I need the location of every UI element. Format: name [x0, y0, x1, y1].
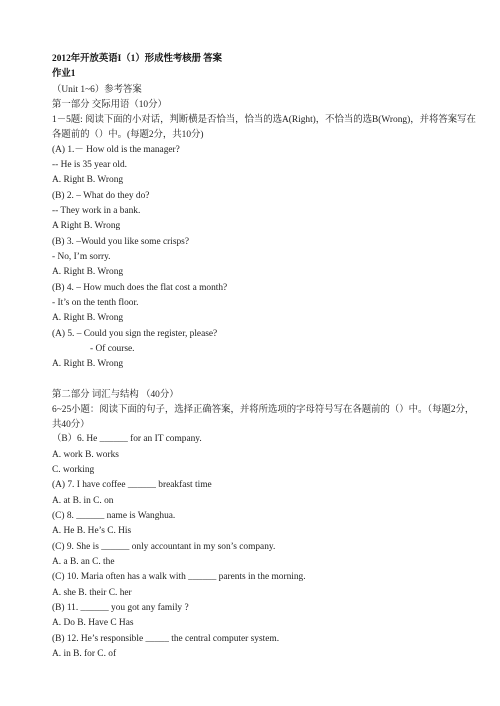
unit-reference: （Unit 1~6）参考答案	[52, 84, 142, 95]
part2-line: A. Do B. Have C Has	[52, 618, 134, 629]
document-page	[52, 52, 482, 662]
part1-line: - No, I’m sorry.	[52, 251, 111, 262]
part2-line: A. He B. He’s C. His	[52, 526, 132, 537]
part1-line: (B) 3. –Would you like some crisps?	[52, 236, 189, 247]
part2-line: (A) 7. I have coffee ______ breakfast time	[52, 480, 212, 491]
part1-line: -- He is 35 year old.	[52, 159, 127, 170]
part2-instruction: 6~25小题：阅读下面的句子，选择正确答案，并将所选项的字母符号写在各题前的（）中。（每题2分，共40分）	[52, 405, 475, 430]
part1-line: -- They work in a bank.	[52, 205, 141, 216]
part1-line: A. Right B. Wrong	[52, 359, 124, 370]
part1-line: A Right B. Wrong	[52, 221, 121, 232]
part2-line: A. in B. for C. of	[52, 649, 117, 660]
part2-line: A. a B. an C. the	[52, 557, 115, 567]
part1-line: (B) 2. – What do they do?	[52, 190, 150, 201]
part2-line: A. she B. their C. her	[52, 587, 132, 598]
part1-line: - It’s on the tenth floor.	[52, 298, 139, 308]
part2-line: (C) 8. ______ name is Wanghua.	[52, 510, 176, 521]
part1-line: A. Right B. Wrong	[52, 313, 124, 324]
part2-line: (B) 12. He’s responsible _____ the central computer system.	[52, 633, 280, 644]
part1-line: (B) 4. – How much does the flat cost a month?	[52, 282, 228, 293]
part2-heading: 第二部分 词汇与结构 （40分）	[52, 389, 179, 400]
part1-line: A. Right B. Wrong	[52, 267, 124, 278]
part2-line: (B) 11. ______ you got any family ?	[52, 603, 189, 614]
part1-heading: 第一部分 交际用语（10分）	[52, 100, 167, 111]
part1-line: (A) 5. – Could you sign the register, please?	[52, 328, 218, 339]
document-title: 2012年开放英语I（1）形成性考核册 答案	[52, 54, 223, 64]
part1-line: - Of course.	[90, 344, 135, 355]
part2-line: A. work B. works	[52, 449, 119, 460]
part1-line: (A) 1.－ How old is the manager?	[52, 144, 180, 155]
part1-instruction: 1－5题: 阅读下面的小对话，判断横是否恰当，恰当的选A(Right)，不恰当的选B(Wrong)，并将答案写在各题前的（）中。(每题2分，共10分)	[52, 115, 476, 140]
part2-line: (C) 9. She is ______ only accountant in my son’s company.	[52, 541, 276, 552]
part2-line: （B）6. He ______ for an IT company.	[52, 434, 202, 445]
assignment-label: 作业1	[52, 69, 76, 80]
part1-line: A. Right B. Wrong	[52, 175, 124, 186]
section-spacer	[52, 373, 482, 388]
part2-line: (C) 10. Maria often has a walk with ______ parents in the morning.	[52, 572, 306, 583]
part2-line: C. working	[52, 464, 95, 475]
part2-line: A. at B. in C. on	[52, 495, 114, 506]
